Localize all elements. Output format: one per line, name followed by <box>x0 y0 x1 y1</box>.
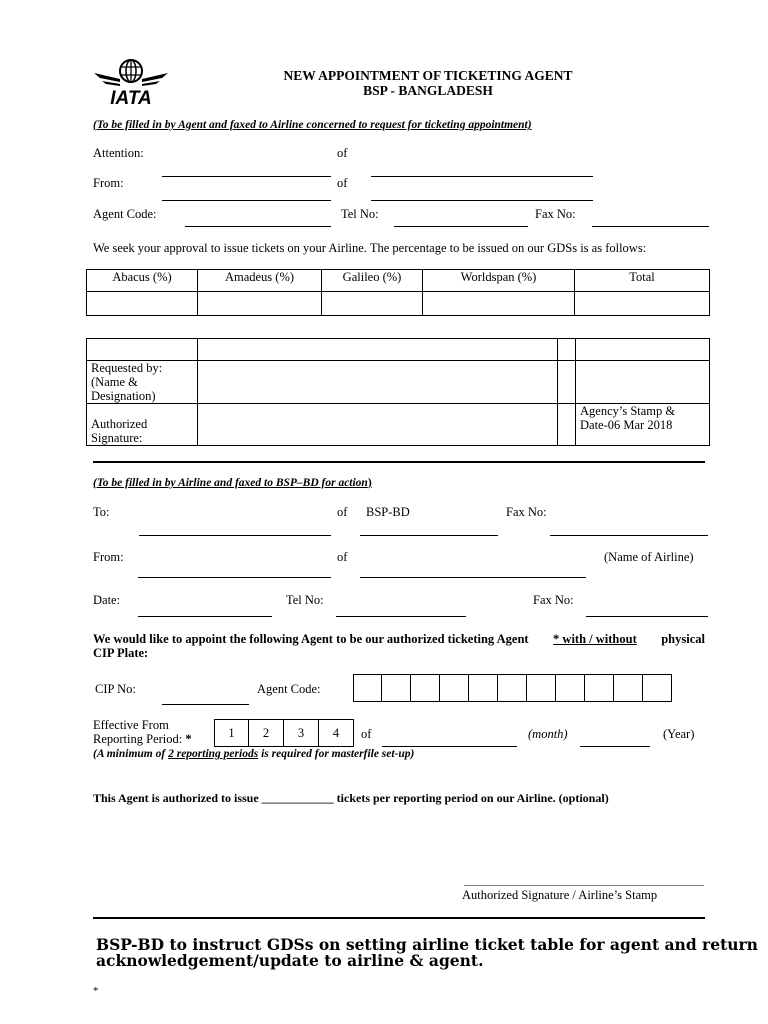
signature-stamp-label: Authorized Signature / Airline’s Stamp <box>462 888 658 902</box>
agent-code-digit-box[interactable] <box>585 674 614 702</box>
agency-stamp-date: Date-06 Mar 2018 <box>580 418 673 432</box>
agent-code-digit-box[interactable] <box>353 674 382 702</box>
fax-field[interactable] <box>592 226 709 227</box>
blank-cell <box>558 339 576 361</box>
gds-total-input[interactable] <box>575 292 710 316</box>
agent-code-boxes <box>353 674 672 702</box>
logo-text: IATA <box>110 88 152 106</box>
agent-code-digit-box[interactable] <box>614 674 643 702</box>
agent-code-label: Agent Code: <box>93 207 157 221</box>
agency-stamp-label: Agency’s Stamp & <box>580 404 676 418</box>
cip-agent-code-label: Agent Code: <box>257 682 321 696</box>
period-box-3[interactable]: 3 <box>284 719 319 747</box>
blank-cell <box>576 361 710 404</box>
to-of-label: of <box>337 505 348 519</box>
blank-cell <box>558 404 576 446</box>
requested-by-table <box>86 338 710 446</box>
minimum-note: (A minimum of 2 reporting periods is required for masterfile set-up) <box>93 748 415 760</box>
period-box-2[interactable]: 2 <box>249 719 284 747</box>
blank-cell <box>576 339 710 361</box>
appoint-text-line-1 <box>93 632 705 646</box>
agent-code-digit-box[interactable] <box>469 674 498 702</box>
date-field[interactable] <box>138 616 272 617</box>
title-line-2: BSP - BANGLADESH <box>363 83 493 98</box>
month-field[interactable] <box>382 746 517 747</box>
title-line-1: NEW APPOINTMENT OF TICKETING AGENT <box>283 68 573 83</box>
effective-label-2: Reporting Period: * <box>93 732 192 746</box>
authorized-signature-label-cell <box>87 404 198 446</box>
from-label: From: <box>93 176 124 190</box>
agent-code-digit-box[interactable] <box>643 674 672 702</box>
blank-cell <box>558 361 576 404</box>
from-field[interactable] <box>162 200 331 201</box>
airline-fax-field-2[interactable] <box>586 616 708 617</box>
year-field[interactable] <box>580 746 650 747</box>
gds-abacus-input[interactable] <box>87 292 198 316</box>
cip-label: CIP No: <box>95 682 136 696</box>
agent-code-digit-box[interactable] <box>498 674 527 702</box>
gds-header-galileo: Galileo (%) <box>322 270 423 292</box>
date-label: Date: <box>93 593 121 607</box>
gds-header-worldspan: Worldspan (%) <box>423 270 575 292</box>
airline-tel-label: Tel No: <box>286 593 324 607</box>
agent-code-digit-box[interactable] <box>411 674 440 702</box>
airline-from-field[interactable] <box>138 577 331 578</box>
bsp-field[interactable] <box>360 535 498 536</box>
iata-logo <box>92 58 170 106</box>
requested-by-label: Requested by: <box>91 361 163 375</box>
gds-header-row <box>87 270 710 292</box>
airline-section-instruction <box>93 477 372 489</box>
agent-code-digit-box[interactable] <box>556 674 585 702</box>
airline-tel-field[interactable] <box>336 616 466 617</box>
airline-from-label: From: <box>93 550 124 564</box>
airline-fax-field[interactable] <box>550 535 708 536</box>
agency-stamp-cell <box>576 404 710 446</box>
from-of-label: of <box>337 176 348 190</box>
period-box-1[interactable]: 1 <box>214 719 249 747</box>
gds-header-amadeus: Amadeus (%) <box>198 270 322 292</box>
period-of-label: of <box>361 727 372 741</box>
appoint-text-part-1: We would like to appoint the following Agent to be our authorized ticketing Agent <box>93 632 529 646</box>
requested-by-input[interactable] <box>198 361 558 404</box>
agent-code-digit-box[interactable] <box>527 674 556 702</box>
gds-table <box>86 269 710 316</box>
airline-instruction-text: (To be filled in by Airline and faxed to BSP–BD for action <box>93 477 368 489</box>
page-title <box>278 68 578 98</box>
footer-instruction <box>96 937 758 969</box>
airline-instruction-paren: ) <box>367 477 372 489</box>
appoint-text-part-2: physical <box>661 632 705 646</box>
airline-fax-label-2: Fax No: <box>533 593 574 607</box>
name-of-airline-label: (Name of Airline) <box>604 550 694 564</box>
gds-value-row <box>87 292 710 316</box>
attention-of-label: of <box>337 146 348 160</box>
airline-name-field[interactable] <box>360 577 586 578</box>
attention-label: Attention: <box>93 146 144 160</box>
appoint-option[interactable]: * with / without <box>553 632 637 646</box>
gds-worldspan-input[interactable] <box>423 292 575 316</box>
tel-field[interactable] <box>394 226 528 227</box>
effective-label <box>93 718 192 746</box>
footer-instruction-line-1: BSP-BD to instruct GDSs on setting airline ticket table for agent and return <box>96 935 758 954</box>
from-of-field[interactable] <box>371 200 593 201</box>
authorized-issue-text: This Agent is authorized to issue ____________ tickets per reporting period on our Airline. (optional) <box>93 791 609 805</box>
cip-field[interactable] <box>162 704 249 705</box>
name-designation-label-1: (Name & <box>91 375 138 389</box>
name-designation-label-2: Designation) <box>91 389 156 403</box>
to-label: To: <box>93 505 110 519</box>
agent-code-digit-box[interactable] <box>440 674 469 702</box>
agent-section-instruction: (To be filled in by Agent and faxed to Airline concerned to request for ticketing appointment) <box>93 119 532 131</box>
gds-amadeus-input[interactable] <box>198 292 322 316</box>
attention-field[interactable] <box>162 176 331 177</box>
blank-cell <box>87 339 198 361</box>
appoint-text-line-2: CIP Plate: <box>93 646 149 660</box>
section-divider <box>93 461 705 463</box>
blank-cell <box>198 339 558 361</box>
appoint-text <box>93 632 705 660</box>
effective-label-1: Effective From <box>93 718 169 732</box>
footer-asterisk: * <box>93 985 99 997</box>
footer-instruction-line-2: acknowledgement/update to airline & agent. <box>96 951 484 970</box>
bsp-value: BSP-BD <box>366 505 410 519</box>
tel-label: Tel No: <box>341 207 379 221</box>
approval-text: We seek your approval to issue tickets on your Airline. The percentage to be issued on our GDSs is as follows: <box>93 241 647 255</box>
period-box-4[interactable]: 4 <box>319 719 354 747</box>
airline-fax-label: Fax No: <box>506 505 547 519</box>
gds-galileo-input[interactable] <box>322 292 423 316</box>
globe-icon <box>120 60 142 82</box>
signature-line[interactable] <box>464 885 704 886</box>
authorized-signature-input[interactable] <box>198 404 558 446</box>
to-field[interactable] <box>139 535 331 536</box>
attention-of-field[interactable] <box>371 176 593 177</box>
gds-header-abacus: Abacus (%) <box>87 270 198 292</box>
agent-code-field[interactable] <box>185 226 331 227</box>
fax-label: Fax No: <box>535 207 576 221</box>
gds-header-total: Total <box>575 270 710 292</box>
month-label: (month) <box>528 727 568 741</box>
reporting-period-boxes <box>214 719 354 747</box>
agent-code-digit-box[interactable] <box>382 674 411 702</box>
requested-by-label-cell <box>87 361 198 404</box>
year-label: (Year) <box>663 727 695 741</box>
footer-divider <box>93 917 705 919</box>
authorized-label: Authorized <box>91 417 148 431</box>
airline-from-of-label: of <box>337 550 348 564</box>
signature-label: Signature: <box>91 431 143 445</box>
